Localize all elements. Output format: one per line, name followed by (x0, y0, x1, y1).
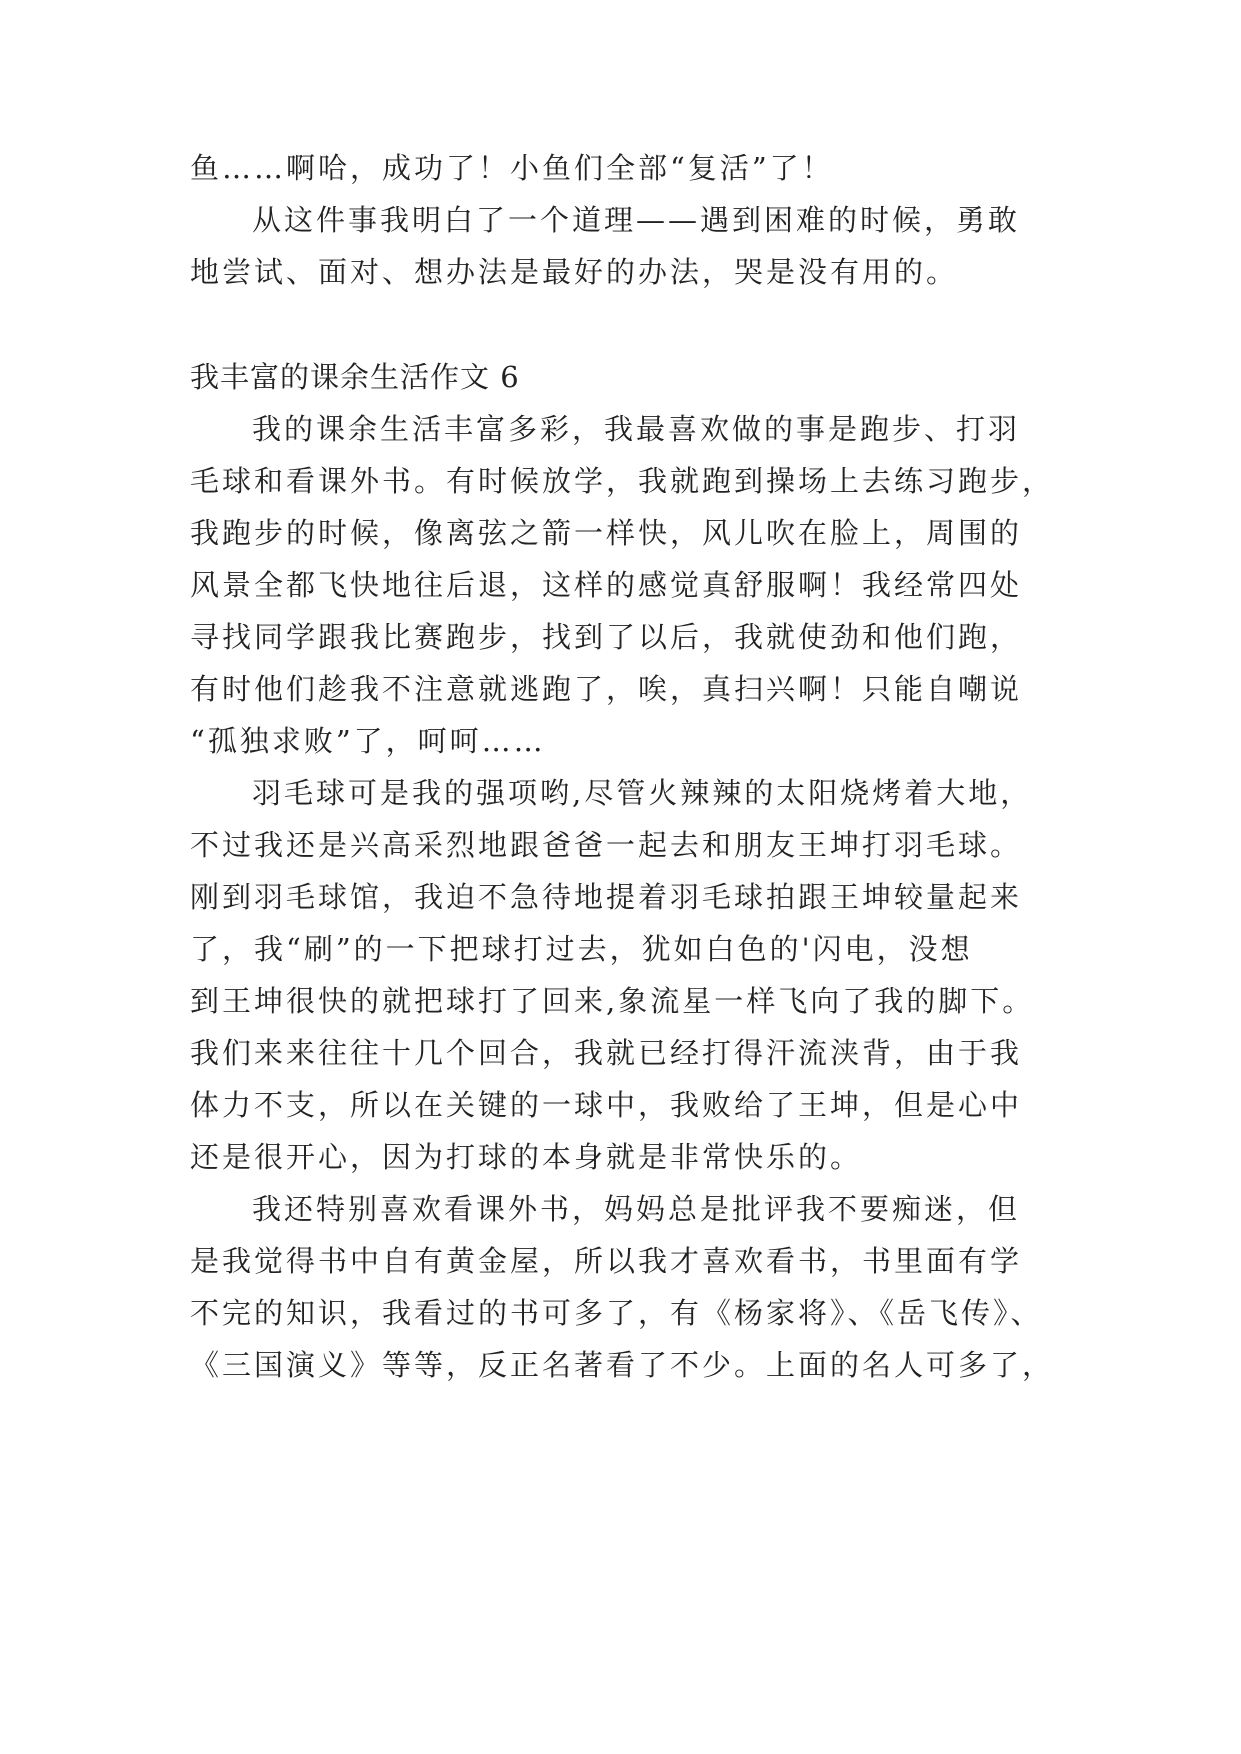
text-line: 《三国演义》等等，反正名著看了不少。上面的名人可多了， (190, 1348, 1055, 1382)
section-title: 我丰富的课余生活作文 6 (190, 360, 520, 394)
text-line: 了，我“刷”的一下把球打过去，犹如白色的'闪电，没想 (190, 932, 973, 966)
text-line: 体力不支，所以在关键的一球中，我败给了王坤，但是心中 (190, 1088, 1023, 1122)
text-line: 寻找同学跟我比赛跑步，找到了以后，我就使劲和他们跑， (190, 620, 1023, 654)
text-line: 风景全都飞快地往后退，这样的感觉真舒服啊！我经常四处 (190, 568, 1023, 602)
text-line: 不完的知识，我看过的书可多了，有《杨家将》、《岳飞传》、 (190, 1296, 1043, 1330)
text-line: 我们来来往往十几个回合，我就已经打得汗流浃背，由于我 (190, 1036, 1023, 1070)
text-line: 有时他们趁我不注意就逃跑了，唉，真扫兴啊！只能自嘲说 (190, 672, 1023, 706)
text-line: 从这件事我明白了一个道理——遇到困难的时候，勇敢 (252, 203, 1021, 237)
text-line: 我跑步的时候，像离弦之箭一样快，风儿吹在脸上，周围的 (190, 516, 1023, 550)
text-line: 不过我还是兴高采烈地跟爸爸一起去和朋友王坤打羽毛球。 (190, 828, 1023, 862)
text-line: 是我觉得书中自有黄金屋，所以我才喜欢看书，书里面有学 (190, 1244, 1023, 1278)
text-line: “孤独求败”了，呵呵…… (190, 724, 546, 758)
text-line: 到王坤很快的就把球打了回来,象流星一样飞向了我的脚下。 (190, 984, 1035, 1018)
text-line: 我还特别喜欢看课外书，妈妈总是批评我不要痴迷，但 (252, 1192, 1021, 1226)
text-line: 羽毛球可是我的强项哟,尽管火辣辣的太阳烧烤着大地， (252, 776, 1033, 810)
text-line: 鱼……啊哈，成功了！小鱼们全部“复活”了！ (190, 151, 834, 185)
text-line: 还是很开心，因为打球的本身就是非常快乐的。 (190, 1140, 863, 1174)
text-line: 我的课余生活丰富多彩，我最喜欢做的事是跑步、打羽 (252, 412, 1021, 446)
text-line: 毛球和看课外书。有时候放学，我就跑到操场上去练习跑步， (190, 464, 1055, 498)
text-line: 刚到羽毛球馆，我迫不急待地提着羽毛球拍跟王坤较量起来 (190, 880, 1023, 914)
text-line: 地尝试、面对、想办法是最好的办法，哭是没有用的。 (190, 255, 959, 289)
